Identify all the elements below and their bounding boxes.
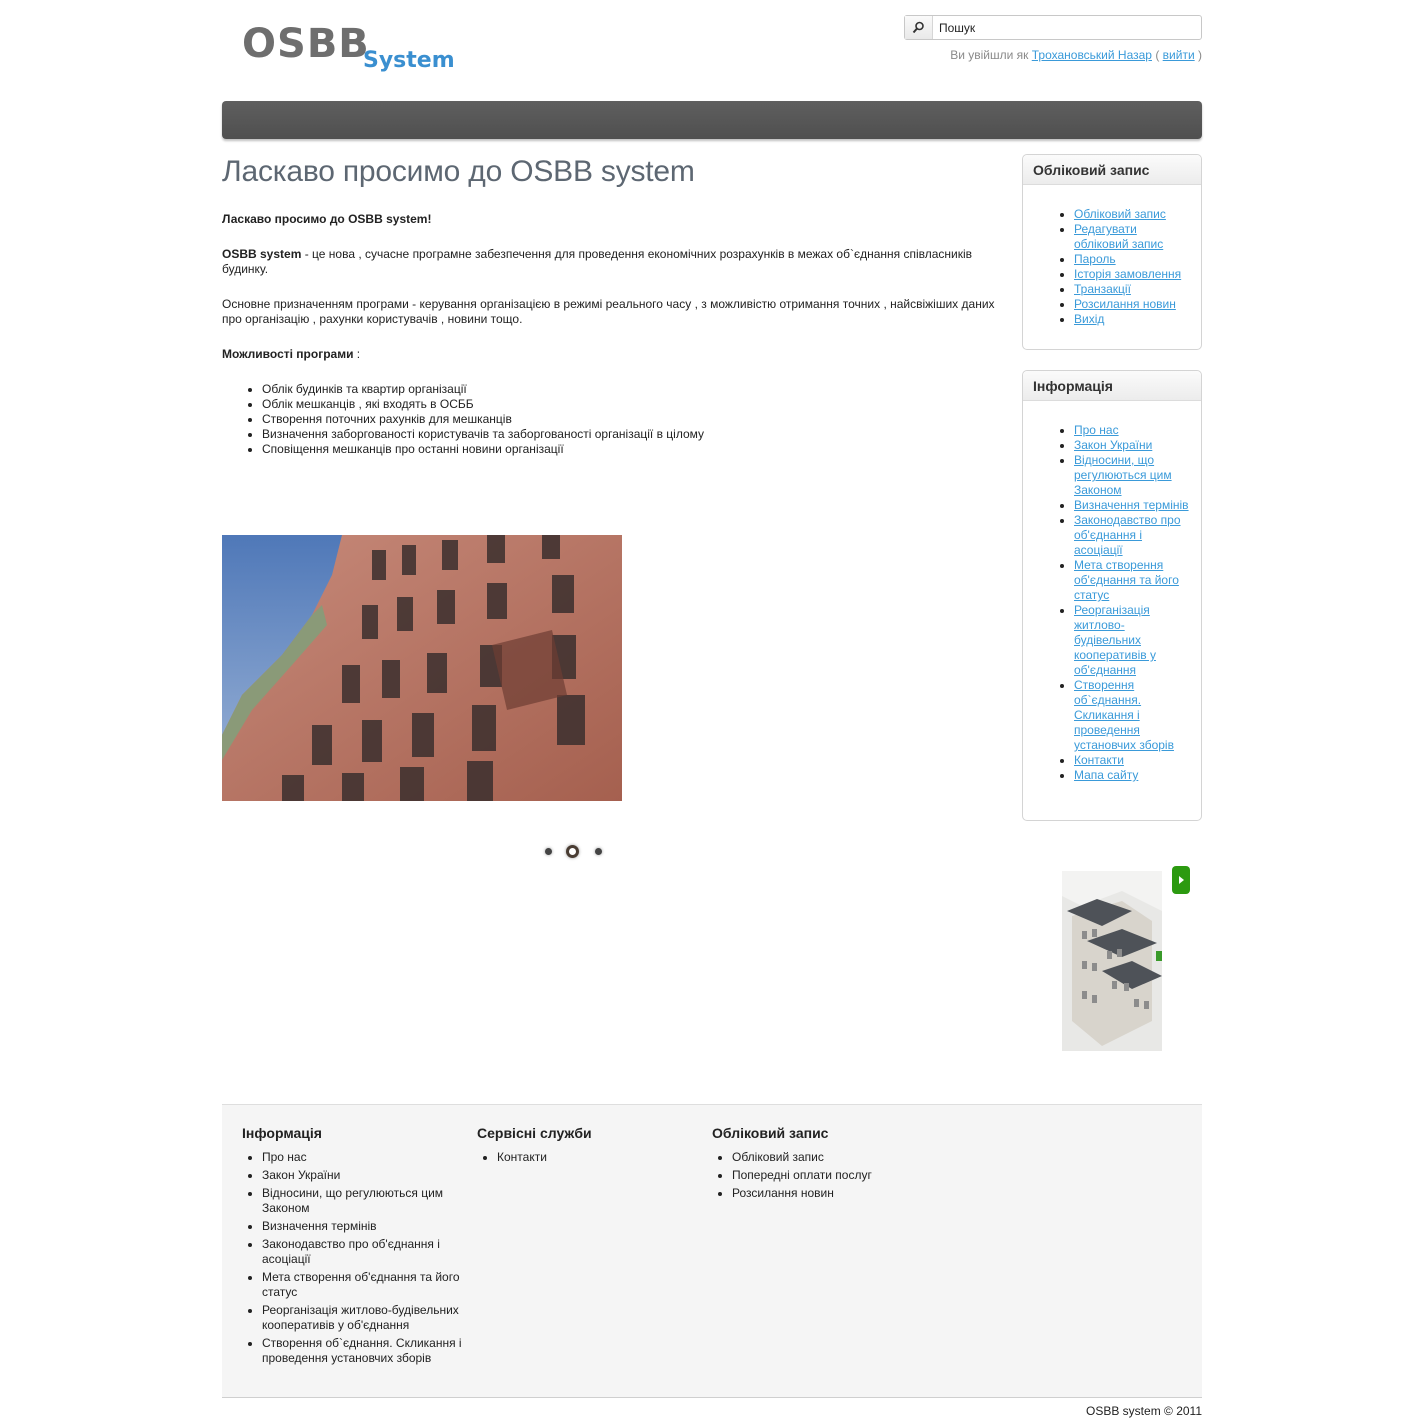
order-history-link[interactable]: Історія замовлення bbox=[1074, 267, 1182, 281]
footer-link[interactable]: • Розсилання новин bbox=[732, 1186, 942, 1201]
feature-item: • Облік мешканців , які входять в ОСББ bbox=[262, 397, 1002, 412]
logout-link[interactable]: вийти bbox=[1162, 48, 1195, 62]
newsletter-link[interactable]: Розсилання новин bbox=[1074, 297, 1176, 311]
footer-info-column bbox=[242, 1125, 472, 1369]
footer bbox=[222, 1104, 1202, 1398]
slider-dot[interactable] bbox=[545, 848, 552, 855]
user-profile-link[interactable]: Трохановський Назар bbox=[1031, 48, 1152, 62]
footer-link[interactable]: • Відносини, що регулюються цим Законом bbox=[262, 1186, 472, 1216]
creation-link[interactable]: Створення об`єднання. Скликання і проведення установчих зборів bbox=[1074, 678, 1174, 752]
information-block bbox=[1022, 370, 1202, 821]
info-menu-item bbox=[1074, 438, 1191, 453]
features-label: Можливості програми bbox=[222, 347, 354, 361]
page-title: Ласкаво просимо до OSBB system bbox=[222, 155, 695, 188]
footer-link[interactable]: • Попередні оплати послуг bbox=[732, 1168, 942, 1183]
login-prefix: Ви увійшли як bbox=[950, 48, 1029, 62]
welcome-text bbox=[222, 212, 1002, 227]
logout-menu-link[interactable]: Вихід bbox=[1074, 312, 1105, 326]
slider-image[interactable] bbox=[222, 535, 622, 801]
feature-item: • Облік будинків та квартир організації bbox=[262, 382, 1002, 397]
definitions-link[interactable]: Визначення термінів bbox=[1074, 498, 1189, 512]
info-menu-item bbox=[1074, 498, 1191, 513]
account-menu-item bbox=[1074, 297, 1191, 312]
feature-item: • Створення поточних рахунків для мешканців bbox=[262, 412, 1002, 427]
features-list bbox=[262, 382, 1002, 457]
info-menu-item bbox=[1074, 513, 1191, 558]
logo-sub-text: System bbox=[363, 48, 455, 73]
account-link[interactable]: Обліковий запис bbox=[1074, 207, 1166, 221]
info-menu-item bbox=[1074, 423, 1191, 438]
purpose-link[interactable]: Мета створення об'єднання та його статус bbox=[1074, 558, 1179, 602]
info-menu-item bbox=[1074, 678, 1191, 753]
search-input[interactable] bbox=[939, 19, 1194, 36]
welcome-bold: Ласкаво просимо до OSBB system! bbox=[222, 212, 432, 226]
footer-link[interactable]: • Мета створення об'єднання та його статус bbox=[262, 1270, 472, 1300]
sidebar-banner-image[interactable] bbox=[1062, 871, 1162, 1051]
footer-info-title: Інформація bbox=[242, 1125, 322, 1141]
feature-item: • Визначення заборгованості користувачів та заборгованості організації в цілому bbox=[262, 427, 1002, 442]
password-link[interactable]: Пароль bbox=[1074, 252, 1116, 266]
footer-link[interactable]: • Визначення термінів bbox=[262, 1219, 472, 1234]
footer-account-column bbox=[712, 1125, 942, 1204]
footer-link[interactable]: • Контакти bbox=[497, 1150, 707, 1165]
slider-dot-active[interactable] bbox=[566, 845, 579, 858]
account-menu-item bbox=[1074, 207, 1191, 222]
slider-pagination bbox=[542, 845, 602, 859]
information-menu bbox=[1023, 401, 1201, 803]
feature-item: • Сповіщення мешканців про останні новини організації bbox=[262, 442, 1002, 457]
play-arrow-icon[interactable] bbox=[1172, 866, 1190, 894]
footer-link[interactable]: • Створення об`єднання. Скликання і проведення установчих зборів bbox=[262, 1336, 472, 1366]
contacts-link[interactable]: Контакти bbox=[1074, 753, 1124, 767]
footer-services-list bbox=[497, 1150, 707, 1165]
features-heading bbox=[222, 347, 1002, 362]
intro-bold: OSBB system bbox=[222, 247, 302, 261]
reorganization-link[interactable]: Реорганізація житлово-будівельних кооперативів у об'єднання bbox=[1074, 603, 1156, 677]
login-status bbox=[950, 48, 1202, 62]
relations-link[interactable]: Відносини, що регулюються цим Законом bbox=[1074, 453, 1172, 497]
main-nav-bar bbox=[222, 101, 1202, 139]
copyright-text: OSBB system © 2011 bbox=[1086, 1404, 1202, 1418]
info-menu-item bbox=[1074, 768, 1191, 783]
search-box bbox=[904, 15, 1202, 40]
legislation-link[interactable]: Законодавство про об'єднання і асоціації bbox=[1074, 513, 1181, 557]
sitemap-link[interactable]: Мапа сайту bbox=[1074, 768, 1139, 782]
account-menu-item bbox=[1074, 312, 1191, 327]
info-menu-item bbox=[1074, 603, 1191, 678]
account-menu-item bbox=[1074, 282, 1191, 297]
transactions-link[interactable]: Транзакції bbox=[1074, 282, 1131, 296]
information-block-title: Інформація bbox=[1023, 371, 1201, 401]
account-menu bbox=[1023, 185, 1201, 347]
account-menu-item bbox=[1074, 267, 1191, 282]
features-colon: : bbox=[353, 347, 361, 361]
search-button[interactable] bbox=[905, 16, 933, 39]
footer-services-title: Сервісні служби bbox=[477, 1125, 592, 1141]
info-menu-item bbox=[1074, 753, 1191, 768]
footer-account-title: Обліковий запис bbox=[712, 1125, 829, 1141]
info-menu-item bbox=[1074, 453, 1191, 498]
main-content bbox=[222, 212, 1002, 477]
intro-paragraph bbox=[222, 247, 1002, 277]
logo-main-text: OSBB bbox=[242, 21, 370, 67]
intro-text: - це нова , сучасне програмне забезпечення для проведення економічних розрахунків в межах об`єднання співласників будинку. bbox=[222, 247, 973, 276]
footer-link[interactable]: • Закон України bbox=[262, 1168, 472, 1183]
footer-link[interactable]: • Законодавство про об'єднання і асоціації bbox=[262, 1237, 472, 1267]
footer-link[interactable]: • Про нас bbox=[262, 1150, 472, 1165]
slider-dot[interactable] bbox=[595, 848, 602, 855]
account-menu-item bbox=[1074, 222, 1191, 252]
footer-account-list bbox=[732, 1150, 942, 1201]
open-paren: ( bbox=[1155, 48, 1160, 62]
account-block-title: Обліковий запис bbox=[1023, 155, 1201, 185]
account-menu-item bbox=[1074, 252, 1191, 267]
close-paren: ) bbox=[1198, 48, 1202, 62]
info-menu-item bbox=[1074, 558, 1191, 603]
footer-link[interactable]: • Обліковий запис bbox=[732, 1150, 942, 1165]
footer-services-column bbox=[477, 1125, 707, 1168]
footer-link[interactable]: • Реорганізація житлово-будівельних кооперативів у об'єднання bbox=[262, 1303, 472, 1333]
account-block bbox=[1022, 154, 1202, 350]
edit-account-link[interactable]: Редагувати обліковий запис bbox=[1074, 222, 1164, 251]
law-link[interactable]: Закон України bbox=[1074, 438, 1153, 452]
footer-info-list bbox=[262, 1150, 472, 1366]
about-link[interactable]: Про нас bbox=[1074, 423, 1119, 437]
purpose-paragraph: Основне призначенням програми - керування організацією в режимі реального часу , з можливістю отримання точних , найсвіжіших даних про організацію , рахунки користувачів , новини тощо. bbox=[222, 297, 995, 326]
